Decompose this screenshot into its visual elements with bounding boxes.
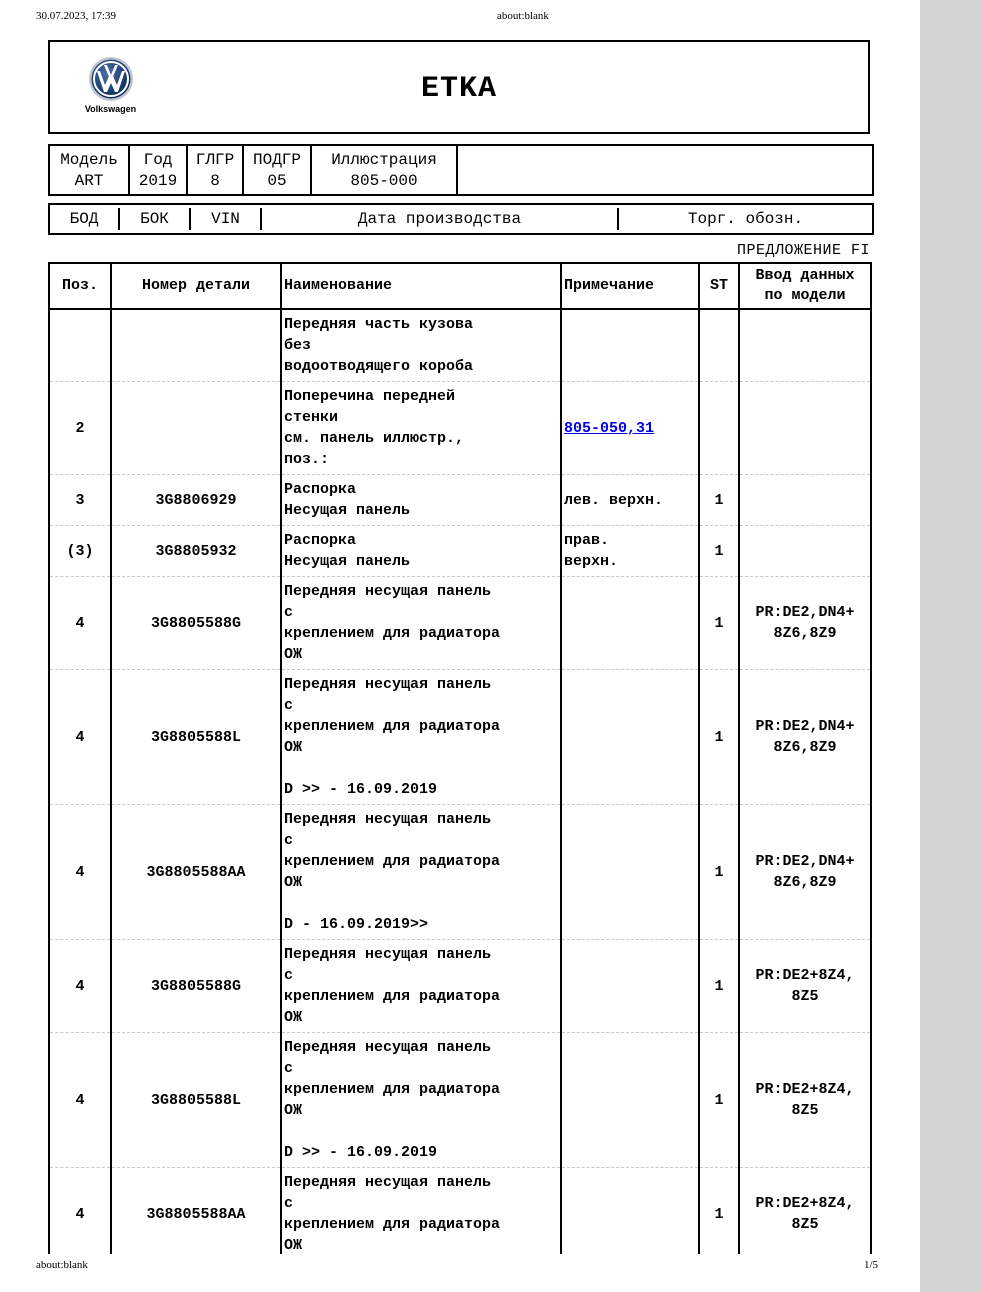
col-header-note: Примечание [561, 263, 699, 309]
pos-cell: 4 [49, 1033, 111, 1168]
sub-group-value: 05 [267, 172, 287, 190]
pos-cell: 3 [49, 475, 111, 526]
model-data-cell [739, 526, 871, 577]
st-cell: 1 [699, 805, 739, 940]
main-group-label: ГЛГР [195, 151, 235, 169]
st-cell: 1 [699, 475, 739, 526]
name-cell: Распорка Несущая панель [281, 526, 561, 577]
table-row [49, 805, 871, 940]
pos-cell: 4 [49, 940, 111, 1033]
print-page-number: 1/5 [864, 1259, 879, 1271]
table-row [49, 1033, 871, 1168]
model-value: ART [74, 172, 104, 190]
note-cell [561, 805, 699, 940]
model-data-cell: PR:DE2,DN4+ 8Z6,8Z9 [739, 670, 871, 805]
pos-cell: 4 [49, 805, 111, 940]
note-cell [561, 382, 699, 475]
name-cell: Передняя часть кузова без водоотводящего короба [281, 309, 561, 382]
table-row [49, 526, 871, 577]
note-cell: прав. верхн. [561, 526, 699, 577]
part-number-cell: 3G8805588G [111, 940, 281, 1033]
model-data-cell: PR:DE2,DN4+ 8Z6,8Z9 [739, 805, 871, 940]
col-header-name: Наименование [281, 263, 561, 309]
note-cell [561, 1033, 699, 1168]
model-data-cell [739, 475, 871, 526]
parts-table-header [49, 263, 871, 309]
table-row [49, 309, 871, 382]
col-header-st: ST [699, 263, 739, 309]
part-number-cell: 3G8805588G [111, 577, 281, 670]
pos-cell: (3) [49, 526, 111, 577]
vin-filter: VIN [191, 208, 262, 230]
brand-name: Volkswagen [84, 104, 137, 114]
pos-cell: 4 [49, 1168, 111, 1255]
part-number-cell: 3G8805588L [111, 1033, 281, 1168]
name-cell: Поперечина передней стенки см. панель иллюстр., поз.: [281, 382, 561, 475]
model-data-cell [739, 309, 871, 382]
part-number-cell [111, 382, 281, 475]
table-row [49, 940, 871, 1033]
st-cell: 1 [699, 1168, 739, 1255]
table-row [49, 475, 871, 526]
pos-cell [49, 309, 111, 382]
st-cell [699, 309, 739, 382]
st-cell: 1 [699, 670, 739, 805]
name-cell: Передняя несущая панель с креплением для радиатора ОЖ [281, 940, 561, 1033]
st-cell: 1 [699, 577, 739, 670]
trade-designation-filter: Торг. обозн. [687, 210, 804, 228]
illustration-reference-link[interactable]: 805-050,31 [564, 419, 655, 437]
print-datetime: 30.07.2023, 17:39 [36, 10, 117, 22]
illustration-label: Иллюстрация [331, 151, 437, 169]
table-row [49, 670, 871, 805]
proposal-label: ПРЕДЛОЖЕНИЕ FI [736, 242, 870, 259]
year-label: Год [143, 151, 173, 169]
pos-cell: 4 [49, 670, 111, 805]
pos-cell: 4 [49, 577, 111, 670]
pos-cell: 2 [49, 382, 111, 475]
model-data-cell: PR:DE2+8Z4, 8Z5 [739, 1168, 871, 1255]
note-cell [561, 577, 699, 670]
st-cell: 1 [699, 940, 739, 1033]
main-group-value: 8 [210, 172, 220, 190]
part-number-cell: 3G8805932 [111, 526, 281, 577]
model-data-cell: PR:DE2+8Z4, 8Z5 [739, 1033, 871, 1168]
name-cell: Передняя несущая панель с креплением для радиатора ОЖ D >> - 16.09.2019 [281, 670, 561, 805]
production-date-filter: Дата производства [262, 208, 619, 230]
model-label: Модель [60, 151, 118, 169]
name-cell: Передняя несущая панель с креплением для радиатора ОЖ D - 16.09.2019>> [281, 805, 561, 940]
table-row [49, 1168, 871, 1255]
page-title: ETKA [420, 72, 497, 106]
print-footer-url: about:blank [36, 1259, 88, 1271]
st-cell: 1 [699, 526, 739, 577]
body-filter: БОД [50, 208, 120, 230]
st-cell: 1 [699, 1033, 739, 1168]
sub-group-label: ПОДГР [252, 151, 301, 169]
parts-table [48, 262, 872, 1254]
model-data-cell: PR:DE2+8Z4, 8Z5 [739, 940, 871, 1033]
table-row [49, 577, 871, 670]
note-cell [561, 1168, 699, 1255]
part-number-cell: 3G8805588AA [111, 1168, 281, 1255]
year-value: 2019 [138, 172, 178, 190]
col-header-model-data: Ввод данных по модели [739, 263, 871, 309]
illustration-value: 805-000 [350, 172, 418, 190]
name-cell: Распорка Несущая панель [281, 475, 561, 526]
part-number-cell: 3G8805588L [111, 670, 281, 805]
name-cell: Передняя несущая панель с креплением для радиатора ОЖ [281, 577, 561, 670]
part-number-cell [111, 309, 281, 382]
col-header-pos: Поз. [49, 263, 111, 309]
model-data-cell [739, 382, 871, 475]
part-number-cell: 3G8806929 [111, 475, 281, 526]
name-cell: Передняя несущая панель с креплением для радиатора ОЖ [281, 1168, 561, 1255]
model-data-cell: PR:DE2,DN4+ 8Z6,8Z9 [739, 577, 871, 670]
note-cell: лев. верхн. [561, 475, 699, 526]
part-number-cell: 3G8805588AA [111, 805, 281, 940]
note-cell [561, 309, 699, 382]
note-cell [561, 670, 699, 805]
print-page-title: about:blank [497, 10, 549, 22]
table-row [49, 382, 871, 475]
note-cell [561, 940, 699, 1033]
st-cell [699, 382, 739, 475]
side-filter: БОК [120, 208, 191, 230]
col-header-part-number: Номер детали [111, 263, 281, 309]
name-cell: Передняя несущая панель с креплением для радиатора ОЖ D >> - 16.09.2019 [281, 1033, 561, 1168]
